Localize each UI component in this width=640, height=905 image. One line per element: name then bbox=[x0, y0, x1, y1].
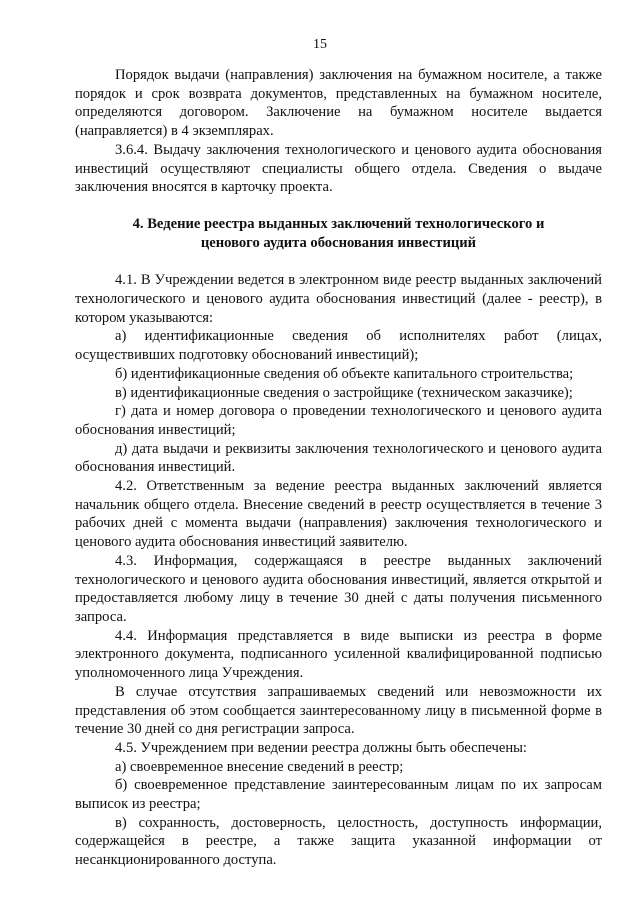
list-item-4-5-a: а) своевременное внесение сведений в реестр; bbox=[115, 758, 404, 775]
list-item-v: в) идентификационные сведения о застройщике (техническом заказчике); bbox=[115, 384, 573, 401]
list-item-g: г) дата и номер договора о проведении технологического и ценового аудита обоснования инвестиций; bbox=[75, 403, 602, 438]
list-item-4-5-b: б) своевременное представление заинтересованным лицам по их запросам выписок из реестра; bbox=[75, 777, 602, 813]
paragraph-4-5: 4.5. Учреждением при ведении реестра должны быть обеспечены: bbox=[115, 739, 527, 756]
list-item-a: а) идентификационные сведения об исполнителях работ (лицах, осуществивших подготовку обоснований инвестиций); bbox=[75, 328, 602, 364]
paragraph-4-2: 4.2. Ответственным за ведение реестра выданных заключений является начальник общего отдела. Внесение сведений в реестр осуществляется в течение 3 рабочих дней с момента выдачи (направления) заключения технологического и ценового аудита обоснования инвестиций заявителю. bbox=[75, 478, 602, 551]
page-number: 15 bbox=[313, 37, 327, 52]
paragraph-4-4: 4.4. Информация представляется в виде выписки из реестра в форме электронного документа, подписанного усиленной квалифицированной подписью уполномоченного лица Учреждения. bbox=[75, 627, 602, 682]
paragraph-3-6-4: 3.6.4. Выдачу заключения технологического и ценового аудита обоснования инвестиций осуществляют специалисты общего отдела. Сведения о выдаче заключения вносятся в карточку проекта. bbox=[75, 141, 602, 196]
list-item-4-5-v: в) сохранность, достоверность, целостность, доступность информации, содержащейся в реестре, а также защита указанной информации от несанкционированного доступа. bbox=[75, 814, 602, 869]
paragraph-absence-of-data: В случае отсутствия запрашиваемых сведений или невозможности их представления об этом сообщается заинтересованному лицу в письменной форме в течение 30 дней со дня регистрации запроса. bbox=[75, 683, 602, 738]
paragraph-4-3: 4.3. Информация, содержащаяся в реестре выданных заключений технологического и ценового аудита обоснования инвестиций, является открытой и предоставляется любому лицу в течение 30 дней с даты получения письменного запроса. bbox=[75, 552, 602, 625]
document-body bbox=[75, 66, 602, 870]
paragraph-4-1: 4.1. В Учреждении ведется в электронном виде реестр выданных заключений технологического и ценового аудита обоснования инвестиций (далее - реестр), в котором указываются: bbox=[75, 272, 602, 326]
list-item-b: б) идентификационные сведения об объекте капитального строительства; bbox=[115, 365, 574, 382]
paragraph-issuance-order: Порядок выдачи (направления) заключения на бумажном носителе, а также порядок и срок возврата документов, представленных на бумажном носителе, определяются договором. Заключение на бумажном носителе выдается (направляется) в 4 экземплярах. bbox=[75, 67, 602, 140]
section-heading-4: 4. Ведение реестра выданных заключений технологического и ценового аудита обоснования инвестиций bbox=[132, 215, 545, 251]
list-item-d: д) дата выдачи и реквизиты заключения технологического и ценового аудита обоснования инвестиций. bbox=[75, 440, 602, 476]
